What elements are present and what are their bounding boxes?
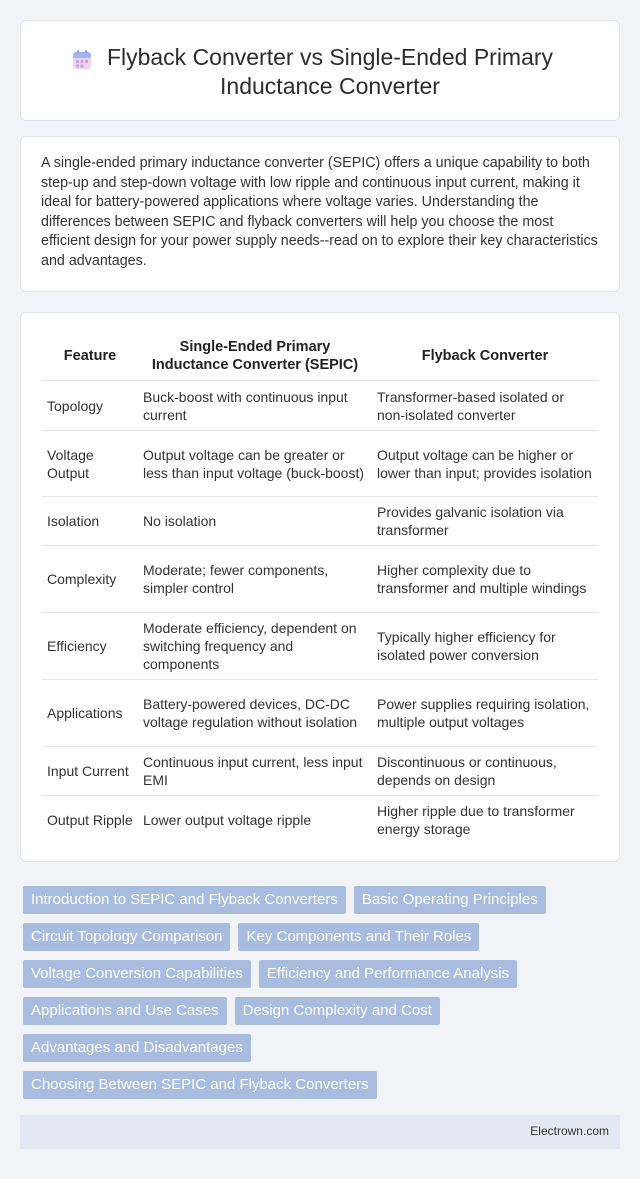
- feature-cell: Isolation: [42, 497, 138, 546]
- table-row: [42, 381, 598, 431]
- footer-site-name[interactable]: Electrown.com: [530, 1124, 609, 1138]
- tag-advantages-disadvantages[interactable]: Advantages and Disadvantages: [23, 1034, 251, 1062]
- flyback-cell: Higher ripple due to transformer energy storage: [377, 803, 575, 838]
- topic-tags: [23, 886, 603, 1099]
- tag-introduction[interactable]: Introduction to SEPIC and Flyback Converters: [23, 886, 346, 914]
- tag-choosing-between[interactable]: Choosing Between SEPIC and Flyback Converters: [23, 1071, 377, 1099]
- flyback-cell: Output voltage can be higher or lower than input; provides isolation: [372, 431, 598, 497]
- sepic-cell: Output voltage can be greater or less than input voltage (buck-boost): [138, 431, 372, 497]
- tag-circuit-topology-comparison[interactable]: Circuit Topology Comparison: [23, 923, 230, 951]
- tag-efficiency-performance[interactable]: Efficiency and Performance Analysis: [259, 960, 517, 988]
- sepic-cell: Lower output voltage ripple: [143, 812, 312, 829]
- table-row: [42, 680, 598, 747]
- tag-voltage-conversion[interactable]: Voltage Conversion Capabilities: [23, 960, 251, 988]
- flyback-cell: Higher complexity due to transformer and multiple windings: [372, 546, 598, 613]
- flyback-cell: Provides galvanic isolation via transformer: [372, 497, 598, 546]
- intro-card: [20, 136, 620, 292]
- flyback-cell: Discontinuous or continuous, depends on design: [372, 747, 598, 796]
- table-header-row: [42, 332, 598, 381]
- sepic-cell: No isolation: [138, 497, 372, 546]
- sepic-cell: Battery-powered devices, DC-DC voltage regulation without isolation: [138, 680, 372, 747]
- footer: [20, 1115, 620, 1149]
- comparison-table: [42, 332, 598, 845]
- table-row: [42, 747, 598, 796]
- feature-cell: Complexity: [42, 546, 138, 613]
- column-header-feature: Feature: [42, 332, 138, 381]
- table-row: [42, 546, 598, 613]
- flyback-cell: Transformer-based isolated or non-isolated converter: [372, 381, 598, 431]
- feature-cell: Output Ripple: [47, 812, 133, 829]
- sepic-cell: Buck-boost with continuous input current: [138, 381, 372, 431]
- feature-cell: Topology: [42, 381, 138, 431]
- tag-design-complexity[interactable]: Design Complexity and Cost: [235, 997, 440, 1025]
- feature-cell: Voltage Output: [42, 431, 138, 497]
- title-card: [20, 20, 620, 121]
- intro-paragraph: A single-ended primary inductance converter (SEPIC) offers a unique capability to both step-up and step-down voltage with low ripple and continuous input current, making it ideal for battery-powered applications where voltage varies. Understanding the differences between SEPIC and flyback converters will help you choose the most efficient design for your power supply needs--read on to explore their key characteristics and advantages.: [41, 155, 598, 269]
- sepic-cell: Moderate efficiency, dependent on switching frequency and components: [138, 613, 372, 680]
- flyback-cell: Typically higher efficiency for isolated power conversion: [372, 613, 598, 680]
- sepic-cell: Continuous input current, less input EMI: [138, 747, 372, 796]
- flyback-cell: Power supplies requiring isolation, multiple output voltages: [372, 680, 598, 747]
- sepic-cell: Moderate; fewer components, simpler control: [138, 546, 372, 613]
- table-row: [42, 497, 598, 546]
- table-row: [42, 796, 598, 845]
- tag-basic-operating-principles[interactable]: Basic Operating Principles: [354, 886, 546, 914]
- column-header-sepic: Single-Ended Primary Inductance Converter (SEPIC): [138, 332, 372, 381]
- tag-key-components[interactable]: Key Components and Their Roles: [238, 923, 479, 951]
- column-header-flyback: Flyback Converter: [372, 332, 598, 381]
- feature-cell: Applications: [42, 680, 138, 747]
- page-title: Flyback Converter vs Single-Ended Primary Inductance Converter: [106, 44, 554, 99]
- table-row: [42, 613, 598, 680]
- feature-cell: Efficiency: [42, 613, 138, 680]
- tag-applications[interactable]: Applications and Use Cases: [23, 997, 227, 1025]
- feature-cell: Input Current: [42, 747, 138, 796]
- comparison-table-card: [20, 312, 620, 862]
- table-row: [42, 431, 598, 497]
